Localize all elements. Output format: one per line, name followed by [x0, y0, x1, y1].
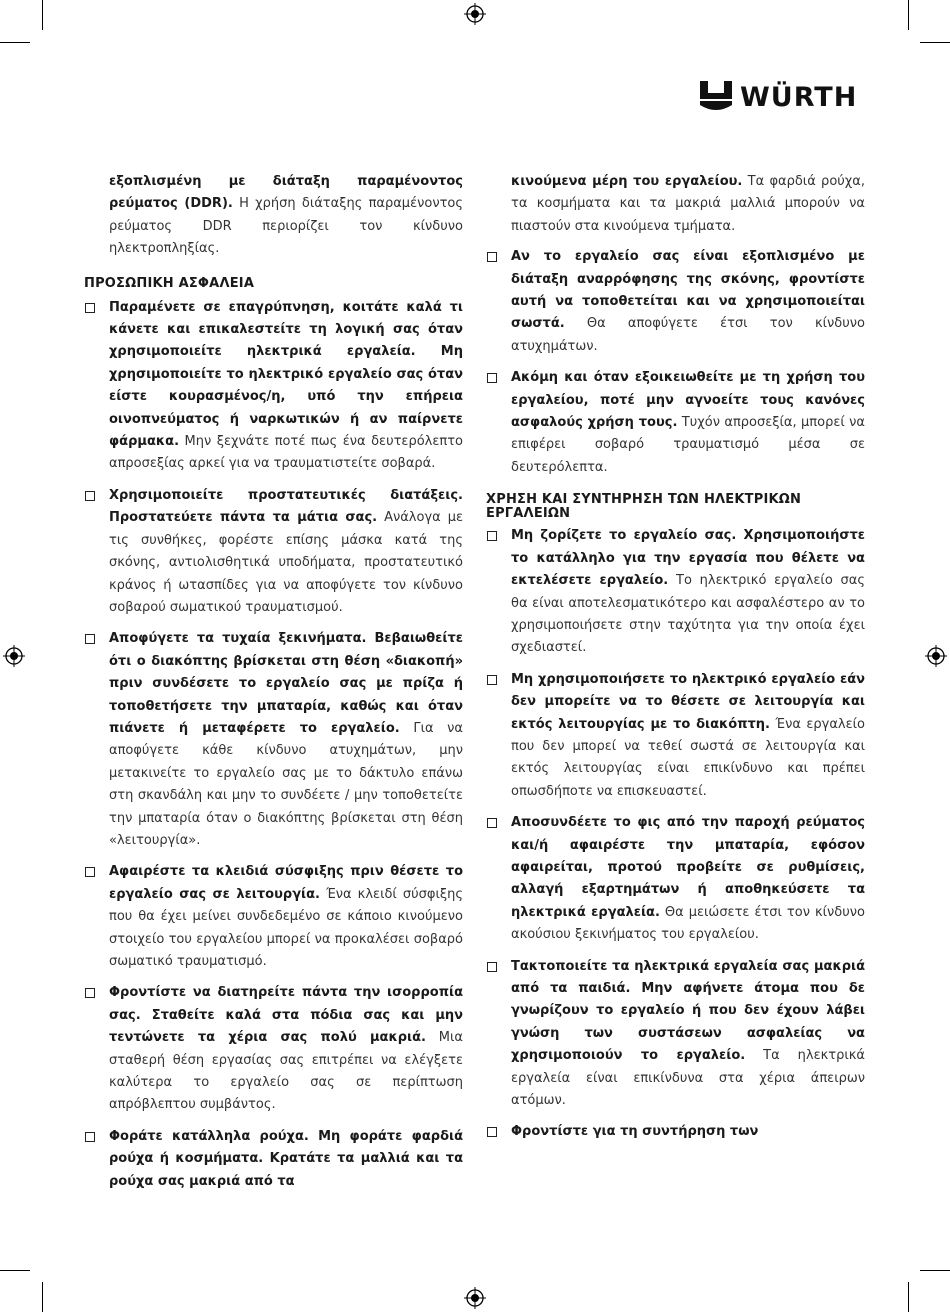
safety-item: [109, 628, 463, 852]
safety-item: [511, 525, 865, 659]
safety-item-text: Ένα κλειδί σύσφιξης που θα έχει μείνει συνδεδεμένο σε κάποιο κινούμενο στοιχείο του εργαλείου μπορεί να προκαλέσει σοβαρό σωματικό τραυματισμό.: [109, 886, 463, 969]
safety-item-text: Θα αποφύγετε έτσι τον κίνδυνο ατυχημάτων.: [511, 316, 865, 354]
crop-mark-right-top: [920, 42, 950, 43]
safety-item-text: Ανάλογα με τις συνθήκες, φορέστε επίσης μάσκα κατά της σκόνης, αντιολισθητικά υποδήματα, προστατευτικό κράνος ή ωτασπίδες για να αποφύγετε τον κίνδυνο σοβαρού σωματικού τραυματισμού.: [109, 510, 463, 615]
safety-item: [109, 982, 463, 1116]
safety-item-bold: Αποσυνδέετε το φις από την παροχή ρεύματος και/ή αφαιρέστε την μπαταρία, εφόσον αφαιρείται, προτού προβείτε σε ρυθμίσεις, αλλαγή εξαρτημάτων ή αποθηκεύσετε τα ηλεκτρικά εργαλεία.: [511, 815, 865, 920]
registration-mark-top: [464, 3, 486, 25]
crop-mark-left-top: [0, 42, 30, 43]
left-intro-bold: εξοπλισμένη με διάταξη παραμένοντος ρεύματος (DDR).: [109, 174, 463, 212]
safety-item: [109, 485, 463, 619]
registration-mark-left: [3, 645, 25, 667]
right-intro-bold: κινούμενα μέρη του εργαλείου.: [511, 174, 743, 189]
safety-item-bold: Ακόμη και όταν εξοικειωθείτε με τη χρήση του εργαλείου, ποτέ μην αγνοείτε τους κανόνες ασφαλούς χρήση τους.: [511, 370, 865, 431]
right-intro-text: Τα φαρδιά ρούχα, τα κοσμήματα και τα μακριά μαλλιά μπορούν να πιαστούν στα κινούμενα τμήματα.: [511, 174, 866, 234]
left-intro-text: Η χρήση διάταξης παραμένοντος ρεύματος DDR περιορίζει τον κίνδυνο ηλεκτροπληξίας.: [109, 196, 463, 257]
safety-item-bold: Αποφύγετε τα τυχαία ξεκινήματα. Βεβαιωθείτε ότι ο διακόπτης βρίσκεται στη θέση «διακοπή» πριν συνδέσετε το εργαλείο σας με πρίζα ή τοποθετήσετε την μπαταρία, καθώς και όταν πιάνετε ή μεταφέρετε το εργαλείο.: [109, 631, 463, 736]
left-column: [84, 171, 463, 1202]
safety-item-text: Τυχόν απροσεξία, μπορεί να επιφέρει σοβαρό τραυματισμό μέσα σε δευτερόλεπτα.: [511, 415, 865, 475]
safety-item-bold: Μη χρησιμοποιήσετε το ηλεκτρικό εργαλείο εάν δεν μπορείτε να το θέσετε σε λειτουργία και εκτός λειτουργίας με το διακόπτη.: [511, 671, 865, 732]
section-heading-tool-use-and-care: ΧΡΗΣΗ ΚΑΙ ΣΥΝΤΗΡΗΣΗ ΤΩΝ ΗΛΕΚΤΡΙΚΩΝ ΕΡΓΑΛΕΙΩΝ: [486, 492, 802, 522]
crop-mark-bottom-right: [908, 1282, 909, 1312]
safety-item-text: Ένα εργαλείο που δεν μπορεί να τεθεί σωστά σε λειτουργία και εκτός λειτουργίας είναι επικίνδυνο και πρέπει οπωσδήποτε να επισκευαστεί.: [511, 716, 865, 799]
safety-item-text: Μην ξεχνάτε ποτέ πως ένα δευτερόλεπτο απροσεξίας αρκεί για να τραυματιστείτε σοβαρά.: [109, 434, 463, 472]
safety-item: [511, 367, 865, 479]
safety-item-text: Το ηλεκτρικό εργαλείο σας θα είναι αποτελεσματικότερο και ασφαλέστερο αν το χρησιμοποιήσετε στην ταχύτητα για την οποία έχει σχεδιαστεί.: [511, 573, 865, 656]
safety-item: [109, 297, 463, 476]
safety-item-bold: Αφαιρέστε τα κλειδιά σύσφιξης πριν θέσετε το εργαλείο σας σε λειτουργία.: [109, 864, 463, 902]
safety-item-text: Τα ηλεκτρικά εργαλεία είναι επικίνδυνα στα χέρια άπειρων ατόμων.: [511, 1048, 865, 1109]
registration-mark-right: [925, 645, 947, 667]
safety-item: [511, 812, 865, 946]
right-intro-paragraph: [511, 171, 865, 238]
wurth-logo: [700, 80, 857, 114]
crop-mark-left-bottom: [0, 1270, 30, 1271]
safety-item: [511, 669, 865, 803]
registration-mark-bottom: [464, 1287, 486, 1309]
safety-item-text: Μια σταθερή θέση εργασίας σας επιτρέπει να ελέγξετε καλύτερα το εργαλείο σας σε περίπτωση απρόβλεπτου συμβάντος.: [109, 1030, 463, 1113]
safety-item: [511, 246, 865, 358]
safety-item-bold: Μη ζορίζετε το εργαλείο σας. Χρησιμοποιήστε το κατάλληλο για την εργασία που θέλετε να εκτελέσετε εργαλείο.: [511, 528, 865, 589]
left-intro-paragraph: [109, 171, 463, 261]
crop-mark-top-left: [42, 0, 43, 30]
right-column: [486, 171, 866, 1153]
safety-item-bold: Φροντίστε για τη συντήρηση των: [511, 1124, 759, 1140]
safety-item: [511, 1121, 865, 1143]
brand-name: WÜRTH: [740, 81, 858, 113]
safety-item-bold: Παραμένετε σε επαγρύπνηση, κοιτάτε καλά τι κάνετε και επικαλεστείτε τη λογική σας όταν χρησιμοποιείτε ηλεκτρικά εργαλεία. Μη χρησιμοποιείτε το ηλεκτρικό εργαλείο σας όταν είστε κουρασμένος/η, υπό την επήρεια οινοπνεύματος ή ναρκωτικών ή αν παίρνετε φάρμακα.: [109, 299, 463, 450]
safety-item-text: Θα μειώσετε έτσι τον κίνδυνο ακούσιου ξεκινήματος του εργαλείου.: [511, 904, 865, 943]
safety-item-bold: Τακτοποιείτε τα ηλεκτρικά εργαλεία σας μακριά από τα παιδιά. Μην αφήνετε άτομα που δε γνωρίζουν το εργαλείο ή που δεν έχουν λάβει γνώση των συστάσεων ασφαλείας να χρησιμοποιούν το εργαλείο.: [511, 958, 865, 1064]
safety-item: [511, 956, 865, 1113]
safety-item-bold: Χρησιμοποιείτε προστατευτικές διατάξεις. Προστατεύετε πάντα τα μάτια σας.: [109, 487, 463, 526]
section-heading-personal-safety: ΠΡΟΣΩΠΙΚΗ ΑΣΦΑΛΕΙΑ: [84, 275, 255, 291]
safety-item-bold: Φοράτε κατάλληλα ρούχα. Μη φοράτε φαρδιά ρούχα ή κοσμήματα. Κρατάτε τα μαλλιά και τα ρούχα σας μακριά από τα: [109, 1128, 463, 1189]
crop-mark-bottom-left: [42, 1282, 43, 1312]
safety-item: [109, 861, 463, 973]
safety-item: [109, 1126, 463, 1193]
wurth-logo-mark-icon: [700, 81, 732, 113]
crop-mark-top-right: [908, 0, 909, 30]
safety-item-bold: Αν το εργαλείο σας είναι εξοπλισμένο με διάταξη αναρρόφησης της σκόνης, φροντίστε αυτή να τοποθετείται και να χρησιμοποιείται σωστά.: [511, 249, 865, 332]
crop-mark-right-bottom: [920, 1270, 950, 1271]
safety-item-bold: Φροντίστε να διατηρείτε πάντα την ισορροπία σας. Σταθείτε καλά στα πόδια σας και μην τεντώνετε τα χέρια σας πολύ μακριά.: [109, 985, 463, 1046]
safety-item-text: Για να αποφύγετε κάθε κίνδυνο ατυχημάτων, μην μετακινείτε το εργαλείο σας με το δάκτυλο επάνω στη σκανδάλη και μην το συνδέετε / μην τοποθετείτε την μπαταρία όταν ο διακόπτης βρίσκεται στη θέση «λειτουργία».: [109, 720, 463, 848]
